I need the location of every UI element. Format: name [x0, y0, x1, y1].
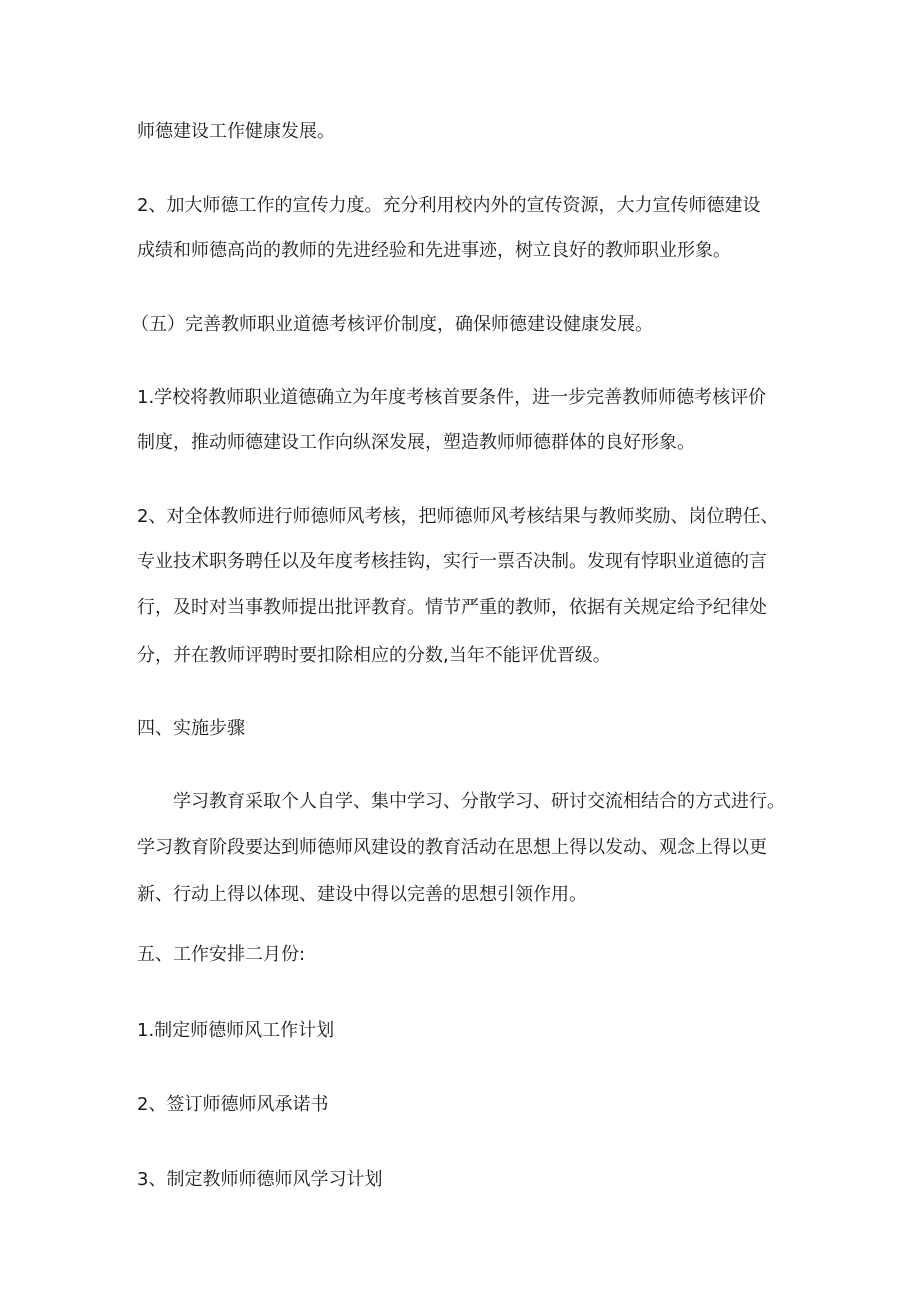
- list-item-1: 1.制定师德师风工作计划: [137, 1020, 335, 1041]
- section-heading-4: 四、实施步骤: [137, 718, 245, 739]
- text-line-5: 1.学校将教师职业道德确立为年度考核首要条件，进一步完善教师师德考核评价: [137, 387, 767, 408]
- text-line-12: 学习教育采取个人自学、集中学习、分散学习、研讨交流相结合的方式进行。: [173, 791, 785, 812]
- list-item-3: 3、制定教师师德师风学习计划: [137, 1169, 383, 1190]
- text-line-13: 学习教育阶段要达到师德师风建设的教育活动在思想上得以发动、观念上得以更: [137, 837, 767, 858]
- text-line-14: 新、行动上得以体现、建设中得以完善的思想引领作用。: [137, 884, 587, 905]
- text-line-1: 师德建设工作健康发展。: [137, 121, 335, 142]
- text-line-2: 2、加大师德工作的宣传力度。充分利用校内外的宣传资源，大力宣传师德建设: [137, 195, 761, 216]
- text-line-6: 制度，推动师德建设工作向纵深发展，塑造教师师德群体的良好形象。: [137, 432, 695, 453]
- section-heading-work-plan: 五、工作安排二月份:: [137, 944, 306, 965]
- text-line-3: 成绩和师德高尚的教师的先进经验和先进事迹，树立良好的教师职业形象。: [137, 240, 731, 261]
- section-heading-5: （五）完善教师职业道德考核评价制度，确保师德建设健康发展。: [131, 314, 653, 335]
- list-item-2: 2、签订师德师风承诺书: [137, 1094, 329, 1115]
- text-line-8: 专业技术职务聘任以及年度考核挂钩，实行一票否决制。发现有悖职业道德的言: [137, 551, 767, 572]
- text-line-10: 分，并在教师评聘时要扣除相应的分数,当年不能评优晋级。: [137, 645, 611, 666]
- text-line-9: 行，及时对当事教师提出批评教育。情节严重的教师，依据有关规定给予纪律处: [137, 597, 767, 618]
- text-line-7: 2、对全体教师进行师德师风考核，把师德师风考核结果与教师奖励、岗位聘任、: [137, 506, 779, 527]
